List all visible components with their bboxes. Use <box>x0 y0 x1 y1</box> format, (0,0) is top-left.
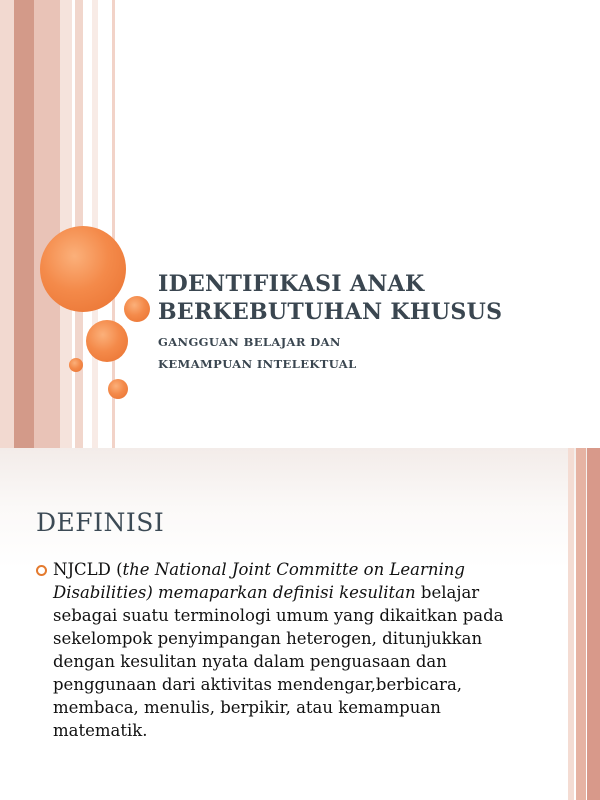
subtitle-line: GANGGUAN BELAJAR DAN <box>158 335 341 349</box>
decor-circle-small-2 <box>108 379 128 399</box>
content-slide <box>0 448 600 800</box>
decor-circle-tiny <box>69 358 83 372</box>
bullet-text-italic: the National Joint Committe on Learning Disabilities) memaparkan definisi kesulitan <box>53 560 465 602</box>
bullet-text-part: NJCLD ( <box>53 560 123 579</box>
decor-stripe-right <box>587 448 600 800</box>
subtitle-line: KEMAMPUAN INTELEKTUAL <box>158 357 357 371</box>
bullet-item <box>36 558 536 742</box>
decor-stripe <box>92 0 98 448</box>
bullet-text-part: belajar sebagai suatu terminologi umum yang dikaitkan pada sekelompok penyimpangan heterogen, ditunjukkan dengan kesulitan nyata dalam penguasaan dan penggunaan dari aktivitas mendengar,berbicara, membaca, menulis, berpikir, atau kemampuan matematik. <box>53 583 504 740</box>
decor-stripe <box>75 0 83 448</box>
bullet-circle-icon <box>36 565 47 576</box>
slide-title: IDENTIFIKASI ANAK BERKEBUTUHAN KHUSUS <box>158 271 503 325</box>
bullet-text <box>53 558 536 742</box>
decor-stripe-right <box>568 448 574 800</box>
slide-heading: DEFINISI <box>36 508 165 537</box>
slide-subtitle <box>158 331 578 375</box>
decor-stripe <box>14 0 34 448</box>
decor-circle-medium <box>86 320 128 362</box>
decor-circle-large <box>40 226 126 312</box>
decor-stripe <box>0 0 14 448</box>
decor-stripe-right <box>576 448 586 800</box>
decor-stripe <box>34 0 60 448</box>
decor-stripe <box>60 0 72 448</box>
decor-circle-small <box>124 296 150 322</box>
